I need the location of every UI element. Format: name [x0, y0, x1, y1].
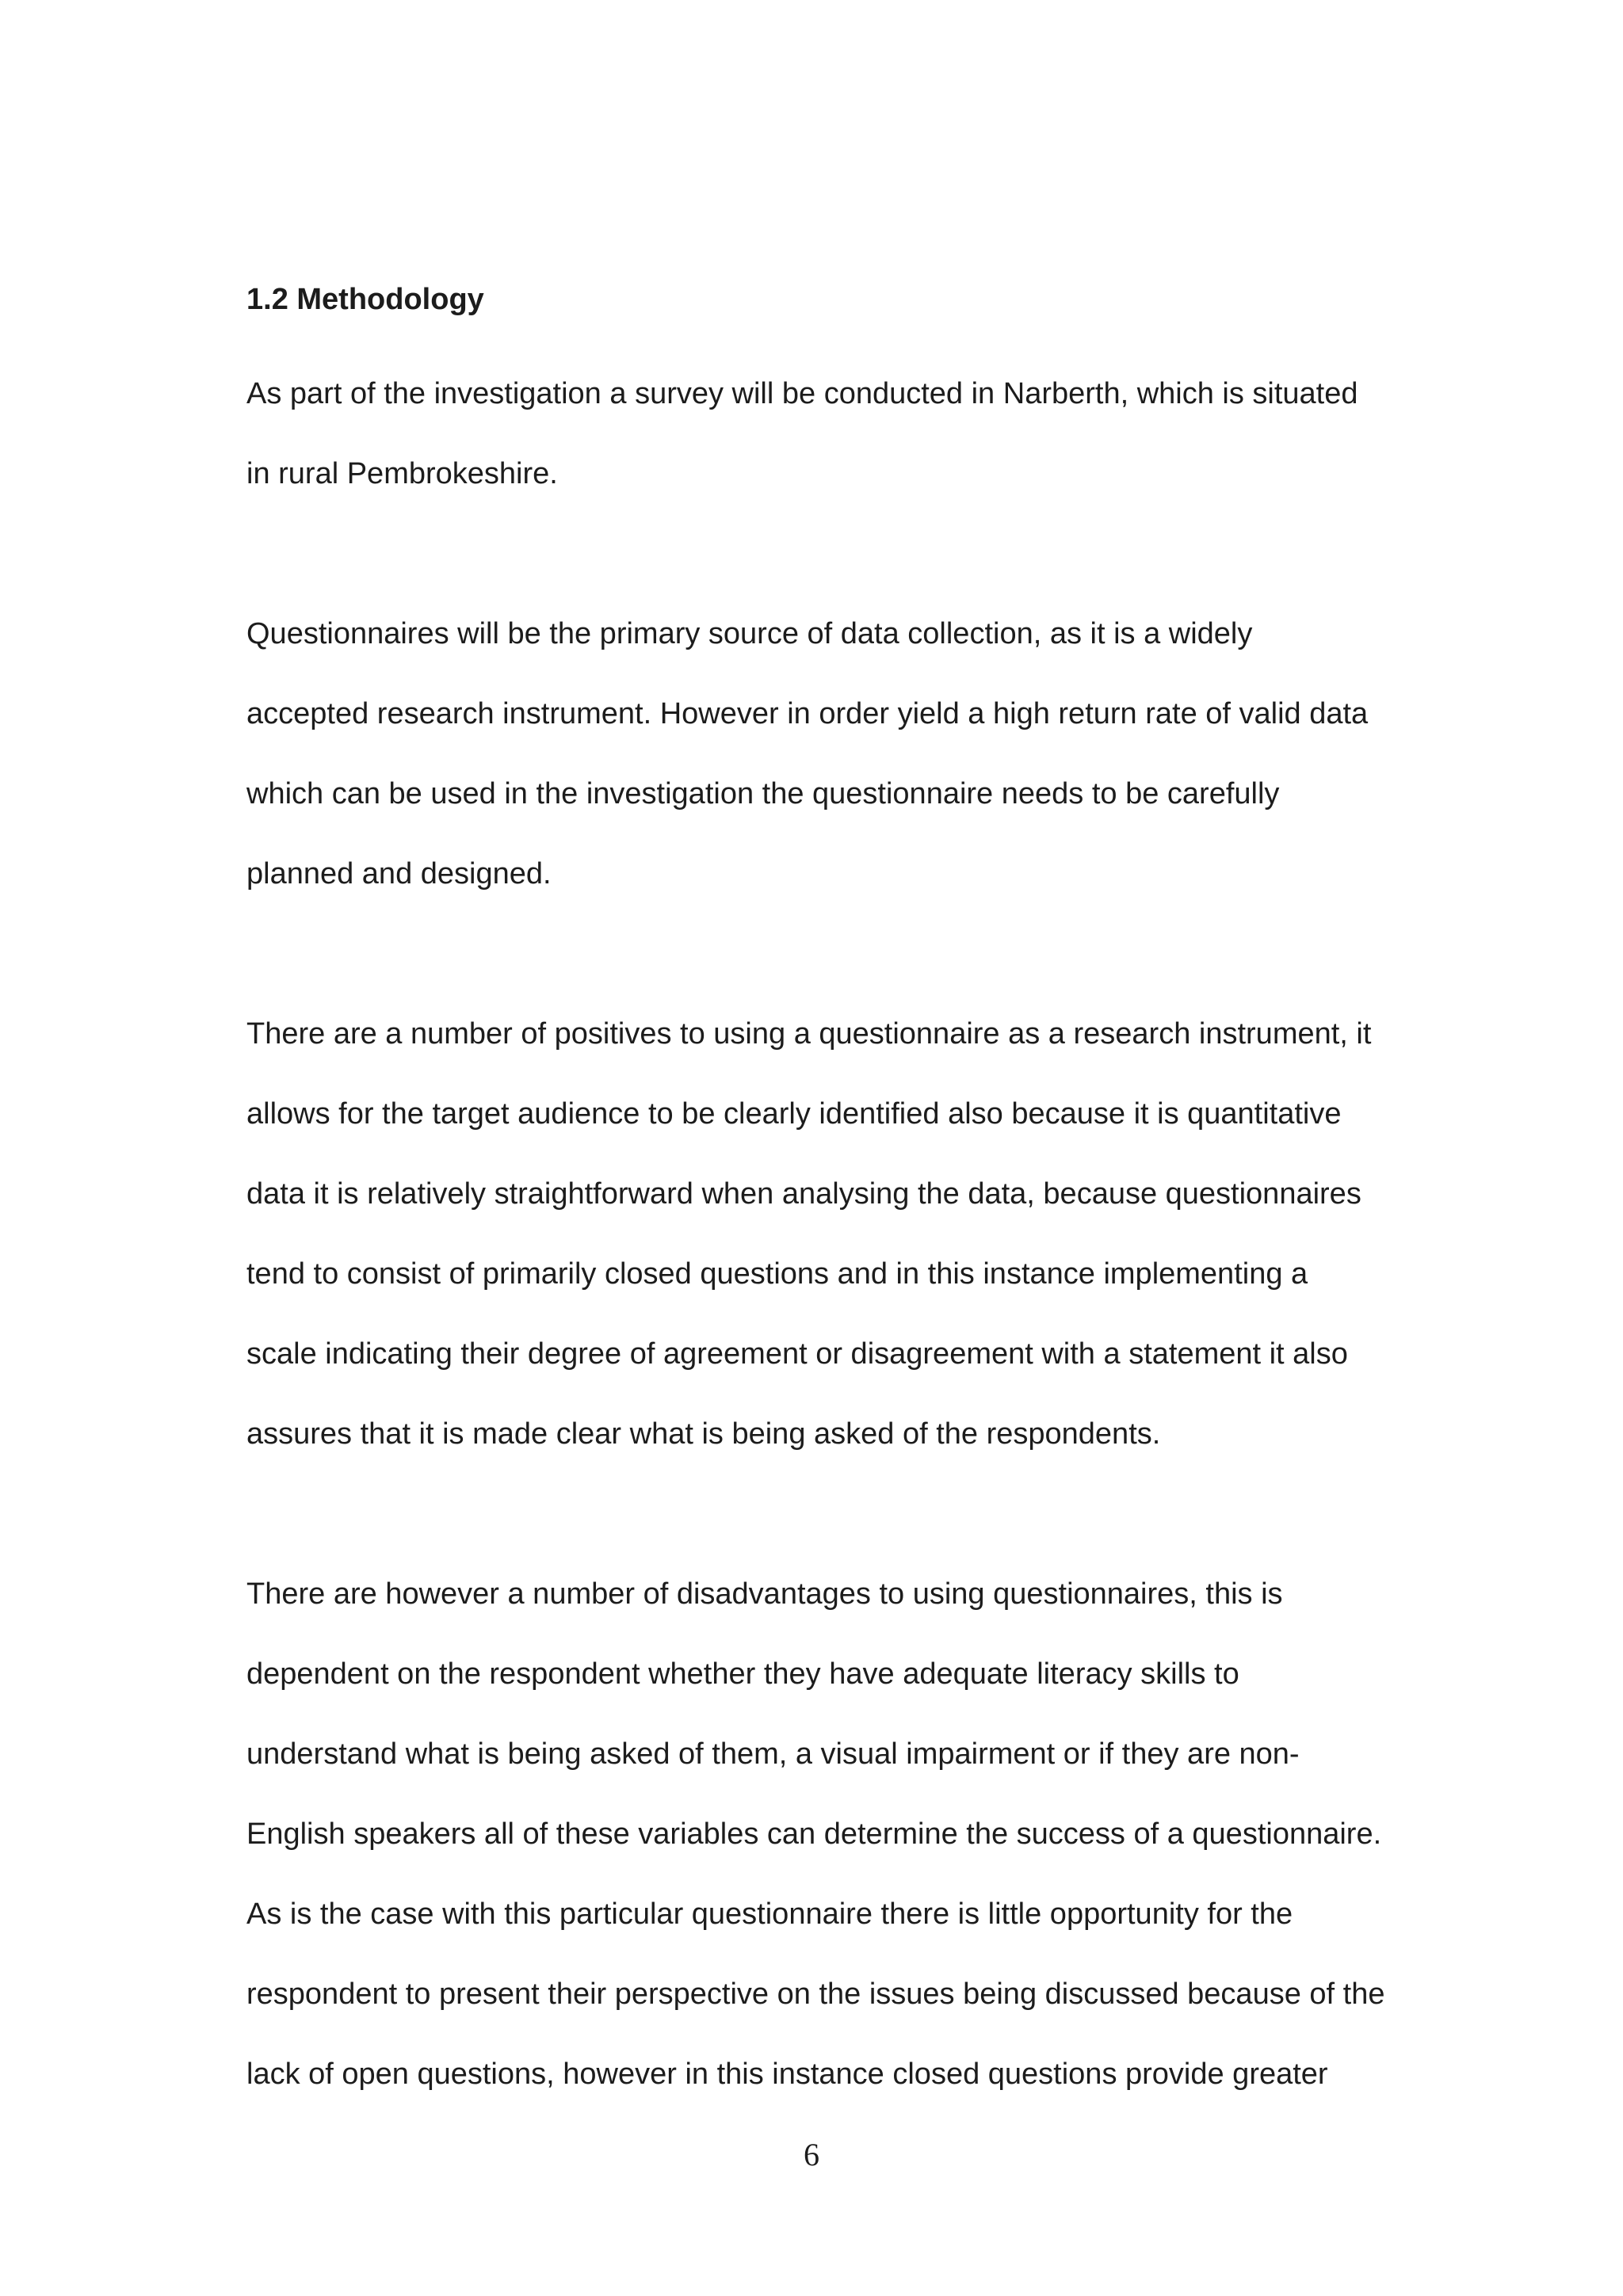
text-line: lack of open questions, however in this instance closed questions provide greater	[246, 2058, 1328, 2091]
text-line: data it is relatively straightforward when analysing the data, because questionnaires	[246, 1177, 1361, 1211]
text-line: allows for the target audience to be clearly identified also because it is quantitative	[246, 1097, 1342, 1131]
text-line: respondent to present their perspective on the issues being discussed because of the	[246, 1978, 1385, 2011]
text-line: There are a number of positives to using a questionnaire as a research instrument, it	[246, 1017, 1372, 1051]
text-line: assures that it is made clear what is being asked of the respondents.	[246, 1417, 1161, 1451]
text-line: English speakers all of these variables can determine the success of a questionnaire.	[246, 1817, 1382, 1851]
text-line: As part of the investigation a survey will be conducted in Narberth, which is situated	[246, 377, 1358, 410]
text-line: planned and designed.	[246, 857, 552, 891]
text-line: understand what is being asked of them, a visual impairment or if they are non-	[246, 1737, 1300, 1771]
page-number: 6	[804, 2137, 819, 2172]
text-line: There are however a number of disadvantages to using questionnaires, this is	[246, 1577, 1283, 1611]
text-line: Questionnaires will be the primary source of data collection, as it is a widely	[246, 617, 1253, 650]
section-heading: 1.2 Methodology	[246, 283, 484, 316]
text-line: which can be used in the investigation the questionnaire needs to be carefully	[246, 777, 1280, 810]
paragraph	[246, 594, 1403, 914]
text-line: accepted research instrument. However in order yield a high return rate of valid data	[246, 697, 1369, 730]
text-line: As is the case with this particular questionnaire there is little opportunity for the	[246, 1897, 1293, 1931]
text-line: in rural Pembrokeshire.	[246, 457, 558, 490]
text-line: dependent on the respondent whether they have adequate literacy skills to	[246, 1657, 1239, 1691]
text-line: scale indicating their degree of agreement or disagreement with a statement it also	[246, 1337, 1348, 1371]
paragraph	[246, 1554, 1403, 2115]
text-line: tend to consist of primarily closed questions and in this instance implementing a	[246, 1257, 1308, 1291]
paragraph	[246, 354, 1403, 514]
paragraph	[246, 994, 1403, 1474]
page-content	[246, 274, 1403, 2195]
